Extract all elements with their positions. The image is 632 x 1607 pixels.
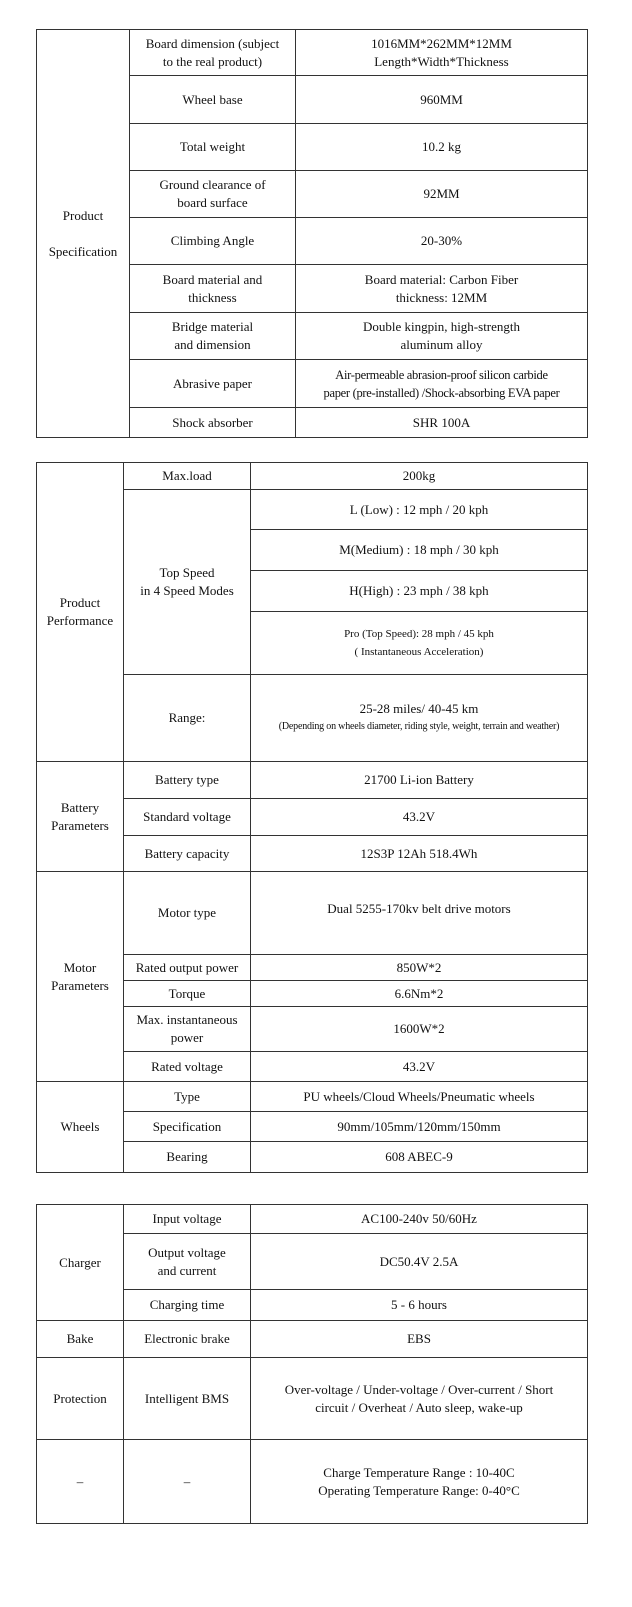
- label-torque: Torque: [124, 981, 251, 1007]
- category-wheels: Wheels: [37, 1082, 124, 1173]
- label-battery-type: Battery type: [124, 762, 251, 799]
- value-bridge-material: Double kingpin, high-strength aluminum alloy: [296, 313, 588, 360]
- speed-mode-pro: Pro (Top Speed): 28 mph / 45 kph ( Instantaneous Acceleration): [251, 612, 588, 675]
- label-wheel-specification: Specification: [124, 1112, 251, 1142]
- label-top-speed: Top Speed in 4 Speed Modes: [124, 490, 251, 675]
- value-max-instantaneous-power: 1600W*2: [251, 1007, 588, 1052]
- value-bearing: 608 ABEC-9: [251, 1142, 588, 1173]
- label-battery-capacity: Battery capacity: [124, 836, 251, 872]
- label-range: Range:: [124, 675, 251, 762]
- label-climbing-angle: Climbing Angle: [130, 218, 296, 265]
- speed-mode-medium: M(Medium) : 18 mph / 30 kph: [251, 530, 588, 571]
- label-intelligent-bms: Intelligent BMS: [124, 1358, 251, 1440]
- value-battery-type: 21700 Li-ion Battery: [251, 762, 588, 799]
- label-rated-voltage: Rated voltage: [124, 1052, 251, 1082]
- label-temperature: –: [124, 1440, 251, 1524]
- label-electronic-brake: Electronic brake: [124, 1321, 251, 1358]
- value-abrasive-paper: Air-permeable abrasion-proof silicon carbide paper (pre-installed) /Shock-absorbing EVA paper: [296, 360, 588, 408]
- value-battery-capacity: 12S3P 12Ah 518.4Wh: [251, 836, 588, 872]
- value-wheel-base: 960MM: [296, 76, 588, 124]
- label-max-load: Max.load: [124, 463, 251, 490]
- label-motor-type: Motor type: [124, 872, 251, 955]
- label-bridge-material: Bridge material and dimension: [130, 313, 296, 360]
- value-climbing-angle: 20-30%: [296, 218, 588, 265]
- value-output-voltage: DC50.4V 2.5A: [251, 1234, 588, 1290]
- category-charger: Charger: [37, 1205, 124, 1321]
- category-product-performance: Product Performance: [37, 463, 124, 762]
- label-wheel-type: Type: [124, 1082, 251, 1112]
- value-motor-type: Dual 5255-170kv belt drive motors: [251, 872, 588, 955]
- category-brake: Bake: [37, 1321, 124, 1358]
- label-ground-clearance: Ground clearance of board surface: [130, 171, 296, 218]
- speed-mode-high: H(High) : 23 mph / 38 kph: [251, 571, 588, 612]
- value-wheel-specification: 90mm/105mm/120mm/150mm: [251, 1112, 588, 1142]
- label-max-instantaneous-power: Max. instantaneous power: [124, 1007, 251, 1052]
- category-temperature: –: [37, 1440, 124, 1524]
- label-shock-absorber: Shock absorber: [130, 408, 296, 438]
- category-product-specification: Product Specification: [37, 30, 130, 438]
- label-rated-output-power: Rated output power: [124, 955, 251, 981]
- value-rated-output-power: 850W*2: [251, 955, 588, 981]
- label-board-material: Board material and thickness: [130, 265, 296, 313]
- value-range: 25-28 miles/ 40-45 km (Depending on wheels diameter, riding style, weight, terrain and weather): [251, 675, 588, 762]
- value-board-material: Board material: Carbon Fiber thickness: 12MM: [296, 265, 588, 313]
- value-torque: 6.6Nm*2: [251, 981, 588, 1007]
- label-standard-voltage: Standard voltage: [124, 799, 251, 836]
- label-charging-time: Charging time: [124, 1290, 251, 1321]
- label-input-voltage: Input voltage: [124, 1205, 251, 1234]
- label-total-weight: Total weight: [130, 124, 296, 171]
- value-ground-clearance: 92MM: [296, 171, 588, 218]
- performance-parameters-table: [36, 462, 588, 1173]
- value-input-voltage: AC100-240v 50/60Hz: [251, 1205, 588, 1234]
- value-total-weight: 10.2 kg: [296, 124, 588, 171]
- speed-mode-low: L (Low) : 12 mph / 20 kph: [251, 490, 588, 530]
- value-standard-voltage: 43.2V: [251, 799, 588, 836]
- value-intelligent-bms: Over-voltage / Under-voltage / Over-current / Short circuit / Overheat / Auto sleep, wake-up: [251, 1358, 588, 1440]
- value-shock-absorber: SHR 100A: [296, 408, 588, 438]
- product-specification-table: [36, 29, 588, 438]
- category-protection: Protection: [37, 1358, 124, 1440]
- label-wheel-base: Wheel base: [130, 76, 296, 124]
- value-electronic-brake: EBS: [251, 1321, 588, 1358]
- value-rated-voltage: 43.2V: [251, 1052, 588, 1082]
- category-battery-parameters: Battery Parameters: [37, 762, 124, 872]
- label-bearing: Bearing: [124, 1142, 251, 1173]
- value-wheel-type: PU wheels/Cloud Wheels/Pneumatic wheels: [251, 1082, 588, 1112]
- label-board-dimension: Board dimension (subject to the real product): [130, 30, 296, 76]
- charger-protection-table: [36, 1204, 588, 1524]
- category-motor-parameters: Motor Parameters: [37, 872, 124, 1082]
- value-charging-time: 5 - 6 hours: [251, 1290, 588, 1321]
- label-output-voltage: Output voltage and current: [124, 1234, 251, 1290]
- value-temperature-range: Charge Temperature Range : 10-40C Operating Temperature Range: 0-40°C: [251, 1440, 588, 1524]
- value-board-dimension: 1016MM*262MM*12MM Length*Width*Thickness: [296, 30, 588, 76]
- label-abrasive-paper: Abrasive paper: [130, 360, 296, 408]
- value-max-load: 200kg: [251, 463, 588, 490]
